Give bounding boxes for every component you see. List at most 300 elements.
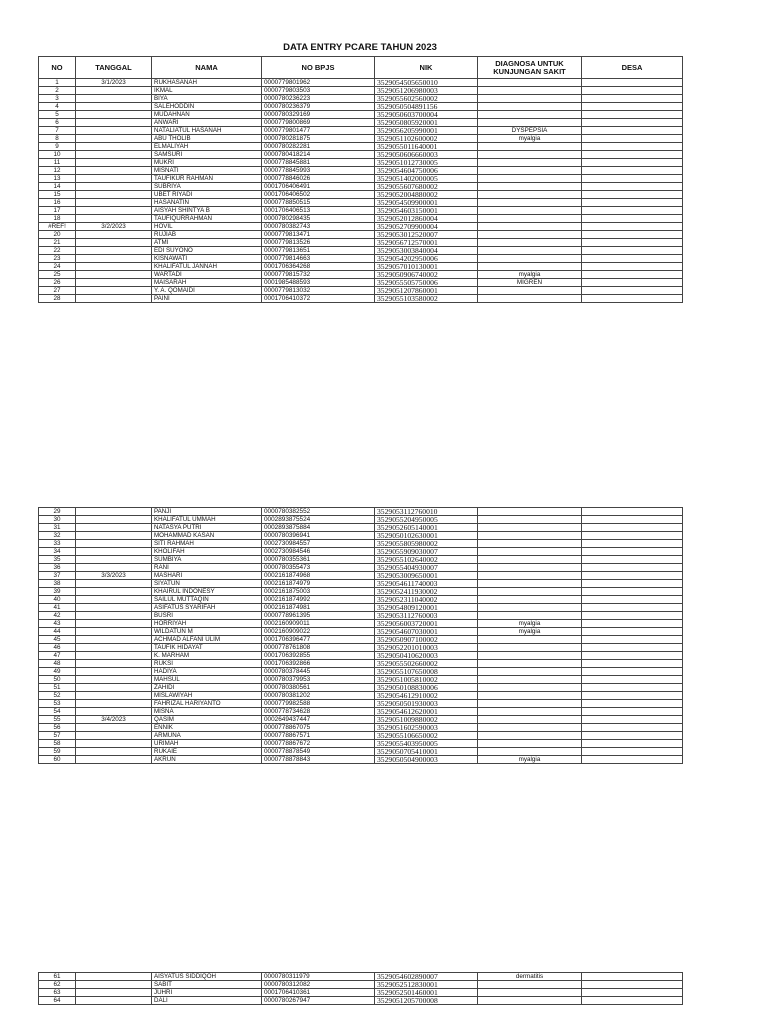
row-tanggal bbox=[76, 167, 152, 175]
row-no: 56 bbox=[39, 724, 76, 732]
row-no-bpjs: 0001706364268 bbox=[262, 263, 375, 271]
row-diagnosa bbox=[478, 191, 582, 199]
row-nik: 3529054612910002 bbox=[375, 692, 478, 700]
row-tanggal bbox=[76, 612, 152, 620]
row-no: 36 bbox=[39, 564, 76, 572]
row-diagnosa bbox=[478, 95, 582, 103]
row-nama: BUSRI bbox=[152, 612, 262, 620]
row-no: 58 bbox=[39, 740, 76, 748]
row-no-bpjs: 0000778878549 bbox=[262, 748, 375, 756]
row-desa bbox=[582, 997, 683, 1005]
row-diagnosa bbox=[478, 548, 582, 556]
row-no: 10 bbox=[39, 151, 76, 159]
row-nama: BIYA bbox=[152, 95, 262, 103]
row-no: 38 bbox=[39, 580, 76, 588]
table-row bbox=[39, 660, 683, 668]
row-diagnosa bbox=[478, 724, 582, 732]
row-no-bpjs: 0000779813526 bbox=[262, 239, 375, 247]
row-desa bbox=[582, 287, 683, 295]
row-nik: 3529054602890007 bbox=[375, 973, 478, 981]
row-tanggal bbox=[76, 271, 152, 279]
row-diagnosa bbox=[478, 997, 582, 1005]
row-desa bbox=[582, 175, 683, 183]
row-no-bpjs: 0000780236379 bbox=[262, 103, 375, 111]
row-nik: 3529054202950006 bbox=[375, 255, 478, 263]
row-no: 17 bbox=[39, 207, 76, 215]
row-no: 5 bbox=[39, 111, 76, 119]
row-no: 51 bbox=[39, 684, 76, 692]
row-desa bbox=[582, 295, 683, 303]
row-no: 3 bbox=[39, 95, 76, 103]
row-no-bpjs: 0000778846026 bbox=[262, 175, 375, 183]
row-tanggal bbox=[76, 183, 152, 191]
row-diagnosa: myalgia bbox=[478, 620, 582, 628]
row-nama: MASHARI bbox=[152, 572, 262, 580]
row-tanggal bbox=[76, 636, 152, 644]
row-diagnosa bbox=[478, 989, 582, 997]
table-row bbox=[39, 231, 683, 239]
row-tanggal bbox=[76, 652, 152, 660]
table-row bbox=[39, 127, 683, 135]
row-tanggal bbox=[76, 119, 152, 127]
row-tanggal bbox=[76, 668, 152, 676]
row-nama: RUJIAB bbox=[152, 231, 262, 239]
row-diagnosa bbox=[478, 732, 582, 740]
header-diagnosa: DIAGNOSA UNTUK KUNJUNGAN SAKIT bbox=[478, 57, 582, 79]
row-diagnosa bbox=[478, 159, 582, 167]
row-no-bpjs: 0000779803503 bbox=[262, 87, 375, 95]
row-tanggal: 3/2/2023 bbox=[76, 223, 152, 231]
row-tanggal bbox=[76, 708, 152, 716]
row-no-bpjs: 0000779815732 bbox=[262, 271, 375, 279]
row-desa bbox=[582, 652, 683, 660]
row-diagnosa bbox=[478, 532, 582, 540]
row-no-bpjs: 0000779813032 bbox=[262, 287, 375, 295]
pcare-table-page-2 bbox=[38, 507, 683, 764]
row-no-bpjs: 0001985488593 bbox=[262, 279, 375, 287]
row-no-bpjs: 0000780381202 bbox=[262, 692, 375, 700]
row-no-bpjs: 0000778867075 bbox=[262, 724, 375, 732]
row-tanggal bbox=[76, 239, 152, 247]
row-nama: TAUFIKUR RAHMAN bbox=[152, 175, 262, 183]
row-desa bbox=[582, 708, 683, 716]
row-no: 52 bbox=[39, 692, 76, 700]
table-row bbox=[39, 247, 683, 255]
row-nik: 3529053009650001 bbox=[375, 572, 478, 580]
table-row bbox=[39, 700, 683, 708]
row-nik: 3529051205700008 bbox=[375, 997, 478, 1005]
row-desa bbox=[582, 143, 683, 151]
row-no: 4 bbox=[39, 103, 76, 111]
row-desa bbox=[582, 740, 683, 748]
row-no-bpjs: 0000779813651 bbox=[262, 247, 375, 255]
row-nik: 3529051009880002 bbox=[375, 716, 478, 724]
row-no-bpjs: 0000778734628 bbox=[262, 708, 375, 716]
row-diagnosa: MIGREN bbox=[478, 279, 582, 287]
row-desa bbox=[582, 127, 683, 135]
row-diagnosa bbox=[478, 580, 582, 588]
row-nik: 3529057010130001 bbox=[375, 263, 478, 271]
row-diagnosa bbox=[478, 636, 582, 644]
row-nama: UBET RIYADI bbox=[152, 191, 262, 199]
row-nik: 3529053112760010 bbox=[375, 508, 478, 516]
row-diagnosa: myalgia bbox=[478, 628, 582, 636]
row-no-bpjs: 0002161874981 bbox=[262, 604, 375, 612]
pcare-table-page-3 bbox=[38, 972, 683, 1005]
row-desa bbox=[582, 279, 683, 287]
row-desa bbox=[582, 223, 683, 231]
row-desa bbox=[582, 159, 683, 167]
row-nik: 3529055103580002 bbox=[375, 295, 478, 303]
row-desa bbox=[582, 620, 683, 628]
table-row bbox=[39, 279, 683, 287]
row-diagnosa bbox=[478, 740, 582, 748]
table-row bbox=[39, 684, 683, 692]
row-diagnosa bbox=[478, 199, 582, 207]
row-no: 32 bbox=[39, 532, 76, 540]
row-nik: 3529050907100002 bbox=[375, 636, 478, 644]
row-desa bbox=[582, 636, 683, 644]
row-no: 55 bbox=[39, 716, 76, 724]
row-tanggal bbox=[76, 508, 152, 516]
row-no: 50 bbox=[39, 676, 76, 684]
row-nik: 3529051102600002 bbox=[375, 135, 478, 143]
row-no-bpjs: 0000778961395 bbox=[262, 612, 375, 620]
row-nik: 3529055502660002 bbox=[375, 660, 478, 668]
row-tanggal bbox=[76, 596, 152, 604]
row-no-bpjs: 0000780378445 bbox=[262, 668, 375, 676]
row-diagnosa: dermatitis bbox=[478, 973, 582, 981]
row-no-bpjs: 0000780355473 bbox=[262, 564, 375, 572]
row-desa bbox=[582, 532, 683, 540]
row-nik: 3529051012730005 bbox=[375, 159, 478, 167]
row-no-bpjs: 0000778845881 bbox=[262, 159, 375, 167]
row-no-bpjs: 0001706392855 bbox=[262, 652, 375, 660]
row-tanggal bbox=[76, 263, 152, 271]
row-no-bpjs: 0000780418214 bbox=[262, 151, 375, 159]
row-nama: HADIYA bbox=[152, 668, 262, 676]
row-no-bpjs: 0001706406513 bbox=[262, 207, 375, 215]
table-row bbox=[39, 532, 683, 540]
row-desa bbox=[582, 556, 683, 564]
header-nama: NAMA bbox=[152, 57, 262, 79]
row-no-bpjs: 0002160909011 bbox=[262, 620, 375, 628]
row-tanggal bbox=[76, 740, 152, 748]
row-no: 45 bbox=[39, 636, 76, 644]
row-tanggal bbox=[76, 159, 152, 167]
table-row bbox=[39, 79, 683, 87]
row-no-bpjs: 0000778850515 bbox=[262, 199, 375, 207]
row-no-bpjs: 0002161875003 bbox=[262, 588, 375, 596]
table-row bbox=[39, 620, 683, 628]
row-nik: 3529052012860004 bbox=[375, 215, 478, 223]
row-no: 33 bbox=[39, 540, 76, 548]
row-nama: WARTADI bbox=[152, 271, 262, 279]
row-nik: 3529054611740003 bbox=[375, 580, 478, 588]
row-desa bbox=[582, 660, 683, 668]
row-tanggal bbox=[76, 524, 152, 532]
table-row bbox=[39, 740, 683, 748]
row-nik: 3529051402000005 bbox=[375, 175, 478, 183]
row-desa bbox=[582, 668, 683, 676]
row-no: 9 bbox=[39, 143, 76, 151]
row-nik: 3529051207860001 bbox=[375, 287, 478, 295]
row-nik: 3529050504900003 bbox=[375, 756, 478, 764]
row-tanggal bbox=[76, 295, 152, 303]
row-nama: AKRUN bbox=[152, 756, 262, 764]
row-diagnosa bbox=[478, 676, 582, 684]
row-nama: FAHRIZAL HARIYANTO bbox=[152, 700, 262, 708]
row-tanggal bbox=[76, 756, 152, 764]
row-desa bbox=[582, 263, 683, 271]
row-no: 53 bbox=[39, 700, 76, 708]
row-nama: K. MARHAM bbox=[152, 652, 262, 660]
row-no-bpjs: 0000780396941 bbox=[262, 532, 375, 540]
row-nik: 3529055505750006 bbox=[375, 279, 478, 287]
row-diagnosa bbox=[478, 239, 582, 247]
row-no: 1 bbox=[39, 79, 76, 87]
row-desa bbox=[582, 79, 683, 87]
row-nik: 3529055909030007 bbox=[375, 548, 478, 556]
table-row bbox=[39, 636, 683, 644]
row-diagnosa bbox=[478, 143, 582, 151]
row-nama: MAHSUL bbox=[152, 676, 262, 684]
row-tanggal bbox=[76, 732, 152, 740]
row-desa bbox=[582, 628, 683, 636]
table-row bbox=[39, 508, 683, 516]
row-tanggal bbox=[76, 676, 152, 684]
row-no: 61 bbox=[39, 973, 76, 981]
row-diagnosa bbox=[478, 87, 582, 95]
header-nik: NIK bbox=[375, 57, 478, 79]
row-nama: MISNATI bbox=[152, 167, 262, 175]
row-no-bpjs: 0000779813471 bbox=[262, 231, 375, 239]
row-diagnosa bbox=[478, 644, 582, 652]
row-diagnosa bbox=[478, 231, 582, 239]
row-no: 21 bbox=[39, 239, 76, 247]
row-no: 31 bbox=[39, 524, 76, 532]
row-tanggal bbox=[76, 279, 152, 287]
row-nama: DALI bbox=[152, 997, 262, 1005]
row-diagnosa: DYSPEPSIA bbox=[478, 127, 582, 135]
row-diagnosa bbox=[478, 684, 582, 692]
row-nik: 3529054607030001 bbox=[375, 628, 478, 636]
row-desa bbox=[582, 716, 683, 724]
row-desa bbox=[582, 572, 683, 580]
row-desa bbox=[582, 612, 683, 620]
row-desa bbox=[582, 588, 683, 596]
row-no-bpjs: 0000779801962 bbox=[262, 79, 375, 87]
row-diagnosa bbox=[478, 540, 582, 548]
row-no: 8 bbox=[39, 135, 76, 143]
row-no: 35 bbox=[39, 556, 76, 564]
row-nik: 3529051602590003 bbox=[375, 724, 478, 732]
row-tanggal bbox=[76, 247, 152, 255]
row-desa bbox=[582, 508, 683, 516]
row-tanggal bbox=[76, 604, 152, 612]
table-row bbox=[39, 183, 683, 191]
row-tanggal bbox=[76, 588, 152, 596]
row-nama: AISYAH SHINTYA B bbox=[152, 207, 262, 215]
row-nik: 3529055102640002 bbox=[375, 556, 478, 564]
row-desa bbox=[582, 231, 683, 239]
row-no-bpjs: 0000780236223 bbox=[262, 95, 375, 103]
table-row bbox=[39, 716, 683, 724]
row-nik: 3529054603150001 bbox=[375, 207, 478, 215]
row-nama: RANI bbox=[152, 564, 262, 572]
row-no-bpjs: 0000778867672 bbox=[262, 740, 375, 748]
table-row bbox=[39, 708, 683, 716]
row-no-bpjs: 0002730984557 bbox=[262, 540, 375, 548]
row-nama: MISLAWIYAH bbox=[152, 692, 262, 700]
row-tanggal bbox=[76, 548, 152, 556]
row-tanggal bbox=[76, 111, 152, 119]
row-nik: 3529054505650010 bbox=[375, 79, 478, 87]
row-nik: 3529050102630001 bbox=[375, 532, 478, 540]
table-row bbox=[39, 295, 683, 303]
row-no: 26 bbox=[39, 279, 76, 287]
row-no: 22 bbox=[39, 247, 76, 255]
row-tanggal bbox=[76, 175, 152, 183]
row-nama: MAISARAH bbox=[152, 279, 262, 287]
header-row bbox=[39, 57, 683, 79]
row-diagnosa bbox=[478, 223, 582, 231]
row-no-bpjs: 0000778761808 bbox=[262, 644, 375, 652]
row-tanggal bbox=[76, 692, 152, 700]
row-tanggal bbox=[76, 151, 152, 159]
row-diagnosa bbox=[478, 247, 582, 255]
row-desa bbox=[582, 564, 683, 572]
row-no: 40 bbox=[39, 596, 76, 604]
row-tanggal bbox=[76, 231, 152, 239]
row-diagnosa bbox=[478, 981, 582, 989]
row-no: 30 bbox=[39, 516, 76, 524]
row-nama: KISNAWATI bbox=[152, 255, 262, 263]
row-no: 25 bbox=[39, 271, 76, 279]
row-tanggal bbox=[76, 127, 152, 135]
row-nik: 3529055602560002 bbox=[375, 95, 478, 103]
row-no-bpjs: 0002649437447 bbox=[262, 716, 375, 724]
row-desa bbox=[582, 748, 683, 756]
row-tanggal bbox=[76, 532, 152, 540]
row-no-bpjs: 0000780267947 bbox=[262, 997, 375, 1005]
row-nik: 3529053003840004 bbox=[375, 247, 478, 255]
row-nama: ACHMAD ALFANI ULIM bbox=[152, 636, 262, 644]
row-diagnosa bbox=[478, 183, 582, 191]
row-nama: MUDAHNAN bbox=[152, 111, 262, 119]
document-title: DATA ENTRY PCARE TAHUN 2023 bbox=[283, 42, 437, 53]
row-desa bbox=[582, 167, 683, 175]
row-diagnosa bbox=[478, 692, 582, 700]
row-desa bbox=[582, 87, 683, 95]
row-nama: SUBRIYA bbox=[152, 183, 262, 191]
row-nama: ENNIK bbox=[152, 724, 262, 732]
row-nik: 3529050501930003 bbox=[375, 700, 478, 708]
row-no: 37 bbox=[39, 572, 76, 580]
table-row bbox=[39, 604, 683, 612]
row-diagnosa bbox=[478, 748, 582, 756]
row-desa bbox=[582, 103, 683, 111]
row-tanggal: 3/1/2023 bbox=[76, 79, 152, 87]
row-tanggal bbox=[76, 684, 152, 692]
row-nama: QASIM bbox=[152, 716, 262, 724]
row-no: 18 bbox=[39, 215, 76, 223]
row-nik: 3529052201010003 bbox=[375, 644, 478, 652]
row-no: 27 bbox=[39, 287, 76, 295]
row-nik: 3529055204950005 bbox=[375, 516, 478, 524]
row-desa bbox=[582, 151, 683, 159]
row-no: 43 bbox=[39, 620, 76, 628]
row-desa bbox=[582, 524, 683, 532]
row-nik: 3529054612620001 bbox=[375, 708, 478, 716]
row-nik: 3529055106650002 bbox=[375, 732, 478, 740]
row-no-bpjs: 0000779801477 bbox=[262, 127, 375, 135]
table-row bbox=[39, 159, 683, 167]
row-desa bbox=[582, 989, 683, 997]
row-nik: 3529050606660003 bbox=[375, 151, 478, 159]
row-diagnosa bbox=[478, 287, 582, 295]
row-no: 29 bbox=[39, 508, 76, 516]
row-no: 34 bbox=[39, 548, 76, 556]
row-no-bpjs: 0000780281875 bbox=[262, 135, 375, 143]
row-desa bbox=[582, 981, 683, 989]
table-row bbox=[39, 191, 683, 199]
row-nama: TAUFIQURRAHMAN bbox=[152, 215, 262, 223]
row-desa bbox=[582, 700, 683, 708]
table-row bbox=[39, 516, 683, 524]
row-diagnosa bbox=[478, 612, 582, 620]
row-desa bbox=[582, 692, 683, 700]
row-desa bbox=[582, 255, 683, 263]
table-row bbox=[39, 95, 683, 103]
row-no: 12 bbox=[39, 167, 76, 175]
row-tanggal bbox=[76, 580, 152, 588]
row-nik: 3529052709900004 bbox=[375, 223, 478, 231]
row-nama: HASANATIN bbox=[152, 199, 262, 207]
row-diagnosa bbox=[478, 151, 582, 159]
table-row bbox=[39, 143, 683, 151]
row-desa bbox=[582, 724, 683, 732]
row-no: 15 bbox=[39, 191, 76, 199]
row-nama: WILDATUN M bbox=[152, 628, 262, 636]
row-desa bbox=[582, 684, 683, 692]
row-no: 28 bbox=[39, 295, 76, 303]
row-tanggal bbox=[76, 199, 152, 207]
row-diagnosa bbox=[478, 263, 582, 271]
row-nama: PAINI bbox=[152, 295, 262, 303]
table-row bbox=[39, 167, 683, 175]
table-row bbox=[39, 524, 683, 532]
row-nama: TAUFIK HIDAYAT bbox=[152, 644, 262, 652]
table-row bbox=[39, 692, 683, 700]
row-nama: IKMAL bbox=[152, 87, 262, 95]
row-desa bbox=[582, 580, 683, 588]
row-diagnosa bbox=[478, 295, 582, 303]
row-no-bpjs: 0002160909022 bbox=[262, 628, 375, 636]
row-desa bbox=[582, 183, 683, 191]
row-nama: KHALIFATUL UMMAH bbox=[152, 516, 262, 524]
row-nama: RUKHASANAH bbox=[152, 79, 262, 87]
row-no: 46 bbox=[39, 644, 76, 652]
table-row bbox=[39, 612, 683, 620]
row-tanggal bbox=[76, 556, 152, 564]
row-no-bpjs: 0001706410372 bbox=[262, 295, 375, 303]
row-no: 2 bbox=[39, 87, 76, 95]
row-tanggal bbox=[76, 87, 152, 95]
row-no: 14 bbox=[39, 183, 76, 191]
table-row bbox=[39, 644, 683, 652]
row-no: 16 bbox=[39, 199, 76, 207]
